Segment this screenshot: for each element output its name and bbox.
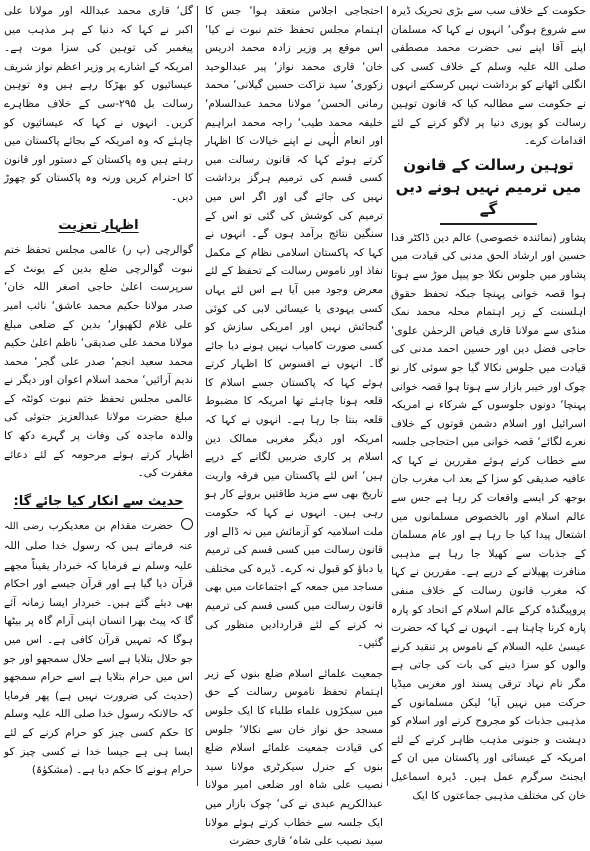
column-right xyxy=(391,2,586,802)
column-divider xyxy=(387,6,388,786)
article-headline: توہین رسالت کے قانون میں ترمیم نہیں ہونے دیں گے xyxy=(391,154,586,225)
article-paragraph: گل‘ قاری محمد عبداللہ اور مولانا علی اکبر نے کہا کہ دنیا کے ہر مذہب میں پیغمبر کی توہین کی سزا موت ہے۔ امریکہ کے اشارے پر وزیر اعظم نواز شریف عیسائیوں کو بھڑکا رہے ہیں وہ توہین رسالت بل ۲۹۵-سی کے خلاف مظاہرے کریں۔ انہوں نے کہا کہ عیسائیوں کو چاہئے کہ وہ امریکہ کے بجائے پاکستان میں رہتے ہیں وہ پاکستان کے دستور اور قانون کا احترام کریں ورنہ وہ پاکستان کو چھوڑ دیں۔ xyxy=(4,5,193,203)
article-paragraph: گوالرچی (پ ر) عالمی مجلس تحفظ ختم نبوت گوالرچی ضلع بدین کے یونٹ کے سرپرست اعلیٰ حاجی اصغر اللہ خان‘ صدر مولانا حکیم محمد عاشق‘ نائب امیر علی غلام لکھپوار‘ بدین کے ضلعی مبلغ مولانا محمد علی صدیقی‘ ناظم اعلیٰ حکیم محمد سعید انجم‘ صدر علی گجر‘ محمد ندیم آرائیں‘ محمد اسلام اعوان اور دیگر نے عالمی مجلس تحفظ ختم نبوت کوئٹہ کے مبلغ حضرت مولانا عبدالعزیز جتوئی کی والدہ ماجدہ کی وفات پر گہرے دکھ کا اظہار کرتے ہوئے مرحومہ کے لئے دعائے مغفرت کی۔ xyxy=(4,244,193,480)
column-left xyxy=(4,2,193,790)
article-paragraph: احتجاجی اجلاس منعقد ہوا‘ جس کا اہتمام مجلس تحفظ ختم نبوت نے کیا‘ اس موقع پر وزیر زادہ محمد ادریس خان‘ قاری محمد نواز‘ پیر عبدالوحید زکوری‘ سید نزاکت حسین گیلانی‘ محمد رمانی الحسن‘ مولانا محمد عبدالسلام‘ خلیفہ محمد طیب‘ راجہ محمد ابراہیم اور انعام الٰہی نے اپنے خیالات کا اظہار کرتے ہوئے کہا کہ قانون رسالت میں کسی قسم کی ترمیم ہرگز برداشت نہیں کی جائے گی اور اگر اس میں ترمیم کی کوشش کی گئی تو اس کے سنگین نتائج برآمد ہوں گے۔ انہوں نے کہا کہ پاکستان اسلامی نظام کے مکمل نفاذ اور ناموس رسالت کے تحفظ کے لئے معرض وجود میں آیا ہے اس لئے یہاں کسی یہودی یا عیسائی لابی کی کوئی گنجائش نہیں اور امریکی سازش کو کسی صورت کامیاب نہیں ہونے دیا جائے گا۔ انہوں نے افسوس کا اظہار کرتے ہوئے کہا کہ پاکستان جسے اسلام کا قلعہ ہونا چاہئے تھا امریکہ کا مضبوط قلعہ بنتا جا رہا ہے۔ انہوں نے کہا کہ امریکہ اور دیگر مغربی ممالک دین اسلام پر کاری ضربیں لگانے کے درپے ہیں‘ اس لئے پاکستان میں فرقہ واریت تاریخ بھی سے مزید طاقتیں بروئے کار ہو رہی ہیں۔ انہوں نے کہا کہ حکومت ملت اسلامیہ کو آزمائش میں نہ ڈالے اور قانون رسالت میں کسی قسم کی ترمیم یا دباؤ کو قبول نہ کرے۔ ڈیرہ کی مختلف مساجد میں جمعہ کے اجتماعات میں بھی قانون رسالت میں کسی قسم کی ترمیم نہ کرنے کے لئے قراردادیں منظور کی گئیں۔ xyxy=(204,5,383,650)
honorific-arabic: رضی اللہ عنہ xyxy=(4,521,193,553)
paragraph-gap xyxy=(205,655,383,665)
section-heading: اظہار تعزیت xyxy=(58,217,139,233)
section-heading: حدیث سے انکار کیا جائے گا: xyxy=(13,493,184,509)
article-paragraph: پشاور (نمائندہ خصوصی) عالم دین ڈاکٹر فدا حسین اور ارشاد الحق مدنی کی قیادت میں پشاور میں جلوس نکلا جو پیپل موڑ سے ہوتا ہوا قصہ خوانی پہنچا جبکہ تحفظ حقوق اہلسنت کے زیر اہتمام محلہ محمد نمک منڈی سے مولانا قاری فیاض الرحمٰن علوی‘ حاجی فضل دین اور حسین احمد مدنی کی قیادت میں جلوس نکالا گیا جو سوئی کار نو چوک اور خیبر بازار سے ہوتا ہوا قصہ خوانی پہنچا‘ دونوں جلوسوں کے شرکاء نے امریکہ اسرائیل اور اسلام دشمن قوتوں کے خلاف نعرے لگائے‘ قصہ خوانی میں احتجاجی جلسہ سے خطاب کرتے ہوئے مقررین نے کہا کہ عافیہ صدیقی کو سزا کے بعد اب مغرب جان بوجھ کر ایسے واقعات کر رہا ہے جس سے عالم اسلام اور بالخصوص مسلمانوں میں اشتعال پیدا کیا جا رہا ہے اور عام مسلمان کے جذبات سے کھیلا جا رہا ہے مذہبی منافرت پھیلانے کے درپے ہے۔ مقررین نے کہا کہ مغرب قانون رسالت کے خلاف منفی پروپیگنڈہ کرکے عالم اسلام کے اتحاد کو پارہ پارہ کرنا چاہتا ہے۔ انہوں نے کہا کہ حضرت عیسیٰ علیہ السلام کے ناموس پر تنقید کرنے والوں کو سزا دینے کی بات کی جاتی ہے مگر نام نہاد ترقی پسند اور مغربی میڈیا حرکت میں نہیں آیا‘ لیکن مسلمانوں کے مذہبی جذبات کو مجروح کرنے اور اسلام کو دہشت و جنونی مذہب ظاہر کرنے کے لئے امریکہ کے عیسائی اور پاکستان میں ان کے ایجنٹ سرگرم عمل ہیں۔ ڈیرہ اسماعیل خان کی مختلف مذہبی جماعتوں کا ایک xyxy=(391,231,586,802)
hadith-text: فرماتے ہیں کہ رسول خدا صلی اللہ علیہ وسلم نے فرمایا کہ خبردار یقیناً مجھے قرآن دیا گیا ہے اور قرآن جیسے اور احکام بھی دیئے گئے ہیں۔ خبردار ایسا زمانہ آئے گا کہ پیٹ بھرا انسان اپنی آرام گاہ پر بیٹھا ہوگا کہ تمہیں قرآن کافی ہے۔ اس میں جو حلال بتلایا ہے اسے حلال سمجھو اور جو اس میں حرام بتلایا ہے اسے حرام سمجھو (حدیث کی ضرورت نہیں ہے) پھر فرمایا کہ حالانکہ رسول خدا صلی اللہ علیہ وسلم کا حکم کسی چیز کو حرام کرنے کے لئے ایسا ہی ہے جیسا خدا نے کسی چیز کو حرام ہونے کا حکم دیا ہے۔ (مشکوٰۃ) xyxy=(4,540,193,777)
column-divider xyxy=(197,6,198,786)
column-middle xyxy=(204,2,383,848)
hadith-lead: حضرت مقدام بن معدیکرب xyxy=(48,520,174,533)
hadith-paragraph xyxy=(4,517,193,779)
circle-bullet-icon xyxy=(181,518,193,530)
article-paragraph: حکومت کے خلاف سب سے بڑی تحریک ڈیرہ سے شروع ہوگی‘ انہوں نے کہا کہ مسلمان اپنے آقا اپنے نبی حضرت محمد مصطفی صلی اللہ علیہ وسلم کے خلاف کسی کی انگلی اٹھانے کو برداشت نہیں کرسکتے انہوں نے حکومت سے مطالبہ کیا کہ قانون توہین رسالت کو پوری دنیا پر لاگو کرنے کے لئے اقدامات کرے۔ xyxy=(391,5,586,148)
article-paragraph: جمعیت علمائے اسلام ضلع بنوں کے زیر اہتمام تحفظ ناموس رسالت کے حق میں سیکڑوں علماء طلباء کا ایک جلوس مسجد حق نواز خان سے نکالا‘ جلوس کی قیادت جمعیت علمائے اسلام ضلع بنوں کے جنرل سیکرٹری مولانا سید نصیب علی شاہ اور ضلعی امیر مولانا عبدالکریم عبدی نے کی‘ چوک بازار میں ایک جلسہ سے خطاب کرتے ہوئے مولانا سید نصیب علی شاہ‘ قاری حضرت xyxy=(205,667,383,848)
